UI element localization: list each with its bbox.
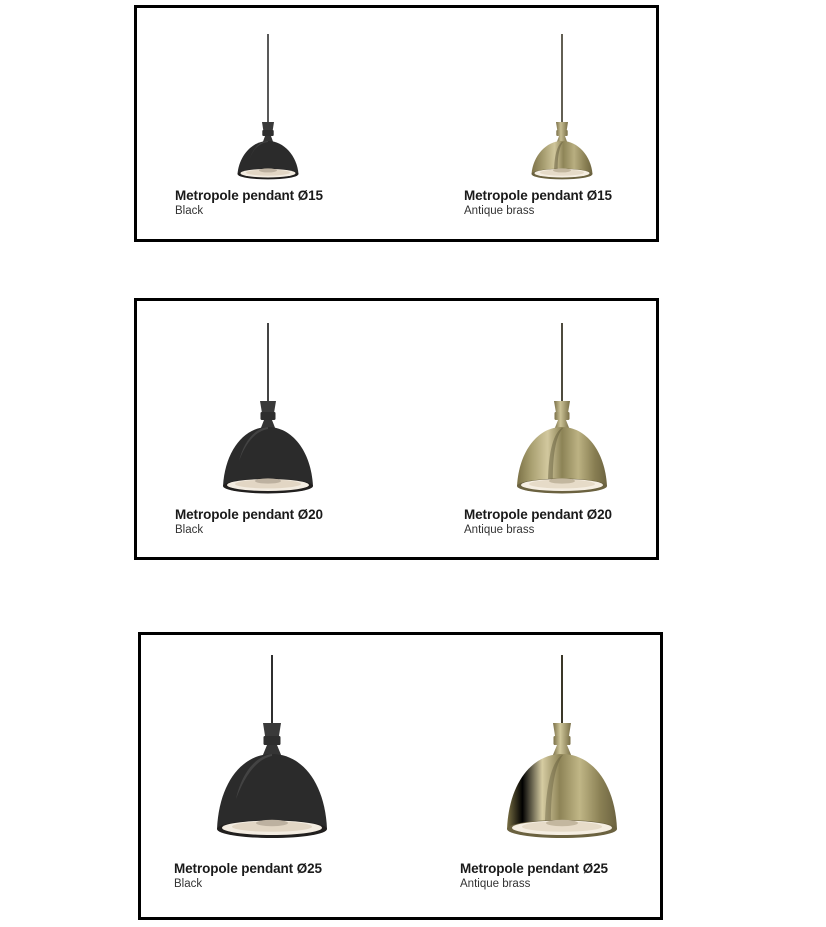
product-name: Metropole pendant Ø20: [464, 507, 612, 522]
product-group-15: [134, 5, 659, 242]
product-name: Metropole pendant Ø15: [464, 188, 612, 203]
product-card-metropole-20-black[interactable]: [137, 301, 399, 557]
caption-metropole-25-brass: [460, 861, 608, 892]
product-card-metropole-15-brass[interactable]: [431, 8, 693, 239]
product-name: Metropole pendant Ø25: [174, 861, 322, 876]
pendant-lamp-icon: [467, 655, 657, 880]
pendant-lamp-icon: [188, 323, 348, 523]
product-finish: Antique brass: [464, 524, 535, 536]
pendant-lamp-icon: [482, 323, 642, 523]
product-finish: Black: [174, 878, 203, 890]
product-name: Metropole pendant Ø25: [460, 861, 608, 876]
product-card-metropole-25-brass[interactable]: [431, 635, 693, 917]
product-name: Metropole pendant Ø20: [175, 507, 323, 522]
product-group-25: [138, 632, 663, 920]
product-card-metropole-25-black[interactable]: [141, 635, 403, 917]
pendant-lamp-icon: [502, 34, 622, 204]
product-finish: Black: [175, 524, 204, 536]
product-finish: Antique brass: [460, 878, 531, 890]
caption-metropole-20-black: [175, 507, 323, 538]
product-name: Metropole pendant Ø15: [175, 188, 323, 203]
caption-metropole-25-black: [174, 861, 322, 892]
product-card-metropole-15-black[interactable]: [137, 8, 399, 239]
pendant-lamp-icon: [208, 34, 328, 204]
product-finish: Black: [175, 205, 204, 217]
product-card-metropole-20-brass[interactable]: [431, 301, 693, 557]
caption-metropole-15-brass: [464, 188, 612, 219]
caption-metropole-20-brass: [464, 507, 612, 538]
product-group-20: [134, 298, 659, 560]
caption-metropole-15-black: [175, 188, 323, 219]
pendant-lamp-icon: [177, 655, 367, 880]
product-finish: Antique brass: [464, 205, 535, 217]
